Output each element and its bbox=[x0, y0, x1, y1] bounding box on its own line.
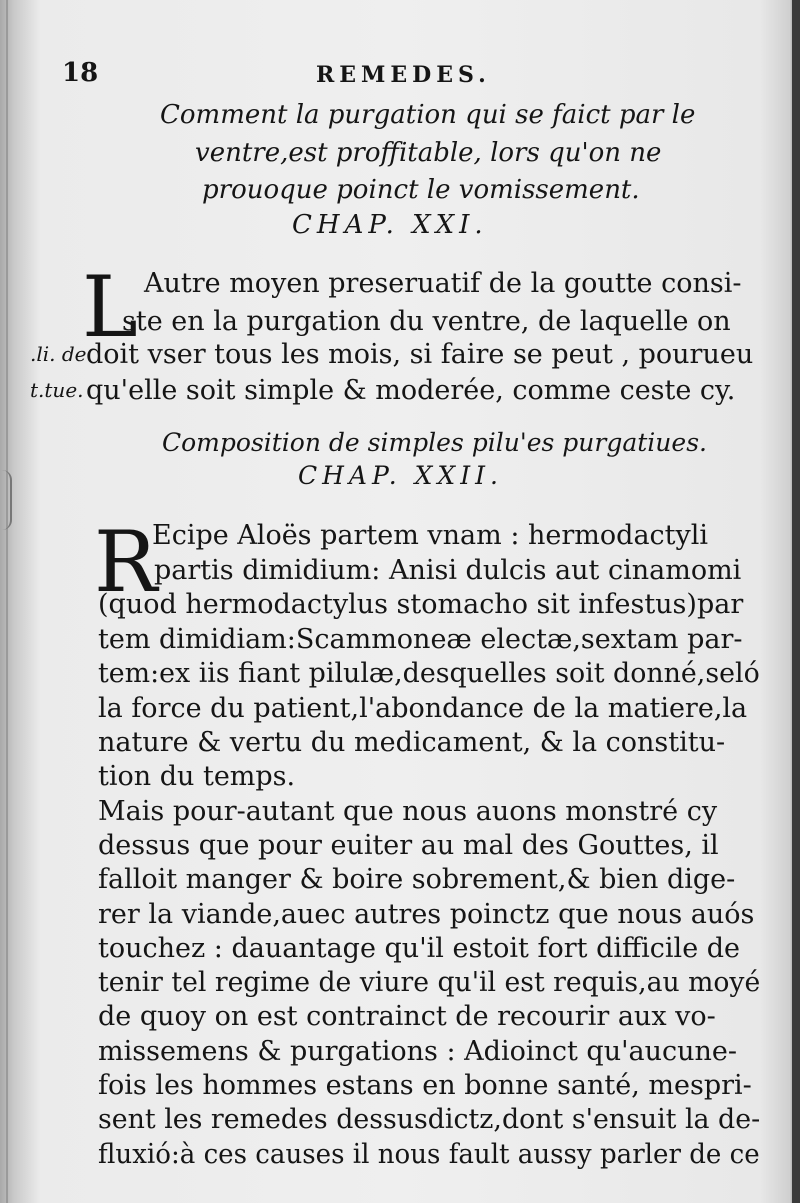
running-head: REMEDES. bbox=[316, 62, 491, 88]
paragraph-3-line-5: touchez : dauantage qu'il estoit fort difficile de bbox=[98, 933, 741, 964]
paragraph-2-line-4: tem dimidiam:Scammoneæ electæ,sextam par- bbox=[98, 624, 743, 655]
paragraph-3-line-1: Mais pour-autant que nous auons monstré cy bbox=[98, 796, 718, 827]
paragraph-2-line-5: tem:ex iis fiant pilulæ,desquelles soit donné,seló bbox=[98, 658, 760, 689]
paragraph-1-line-1: Autre moyen preseruatif de la goutte consi- bbox=[144, 268, 742, 299]
paragraph-1-line-3: doit vser tous les mois, si faire se peut , pourueu bbox=[86, 339, 754, 370]
paragraph-2-line-2: partis dimidium: Anisi dulcis aut cinamomi bbox=[154, 555, 742, 586]
margin-note-1: .li. de bbox=[30, 342, 87, 366]
page-fold-mark bbox=[0, 470, 12, 530]
paragraph-3-line-3: falloit manger & boire sobrement,& bien dige- bbox=[98, 864, 736, 895]
paragraph-3-line-4: rer la viande,auec autres poinctz que nous auós bbox=[98, 899, 755, 930]
paragraph-1-line-4: qu'elle soit simple & moderée, comme ceste cy. bbox=[86, 375, 736, 406]
paragraph-2-line-1: Ecipe Aloës partem vnam : hermodactyli bbox=[152, 520, 709, 551]
paragraph-3-line-8: missemens & purgations : Adioinct qu'aucune- bbox=[98, 1036, 737, 1067]
paragraph-2-line-7: nature & vertu du medicament, & la constitu- bbox=[98, 727, 726, 758]
chapter-22-number: CHAP. XXII. bbox=[298, 461, 503, 490]
paragraph-2-line-3: (quod hermodactylus stomacho sit infestus)par bbox=[98, 589, 744, 620]
paragraph-3-line-9: fois les hommes estans en bonne santé, mespri- bbox=[98, 1070, 752, 1101]
paragraph-3-line-6: tenir tel regime de viure qu'il est requis,au moyé bbox=[98, 967, 761, 998]
page-number: 18 bbox=[62, 58, 99, 88]
chapter-21-title-line-3: prouoque poinct le vomissement. bbox=[202, 175, 640, 205]
paragraph-3-line-10: sent les remedes dessusdictz,dont s'ensuit la de- bbox=[98, 1104, 761, 1135]
margin-note-2: t.tue. bbox=[30, 378, 84, 402]
chapter-22-title: Composition de simples pilu'es purgatiues. bbox=[162, 428, 707, 457]
chapter-21-title-line-1: Comment la purgation qui se faict par le bbox=[160, 100, 696, 130]
drop-cap-l: L bbox=[82, 258, 138, 356]
paragraph-2-line-6: la force du patient,l'abondance de la matiere,la bbox=[98, 693, 748, 724]
drop-cap-r: R bbox=[94, 513, 158, 611]
chapter-21-number: CHAP. XXI. bbox=[292, 210, 488, 240]
paragraph-3-line-11: fluxió:à ces causes il nous fault aussy parler de ce bbox=[98, 1139, 760, 1170]
chapter-21-title-line-2: ventre,est proffitable, lors qu'on ne bbox=[195, 138, 662, 168]
page-right-edge bbox=[792, 0, 800, 1203]
paragraph-1-line-2: ste en la purgation du ventre, de laquelle on bbox=[122, 306, 731, 337]
paragraph-2-line-8: tion du temps. bbox=[98, 761, 296, 792]
paragraph-3-line-7: de quoy on est contrainct de recourir aux vo- bbox=[98, 1001, 716, 1032]
page-gutter bbox=[6, 0, 8, 1203]
paragraph-3-line-2: dessus que pour euiter au mal des Gouttes, il bbox=[98, 830, 719, 861]
